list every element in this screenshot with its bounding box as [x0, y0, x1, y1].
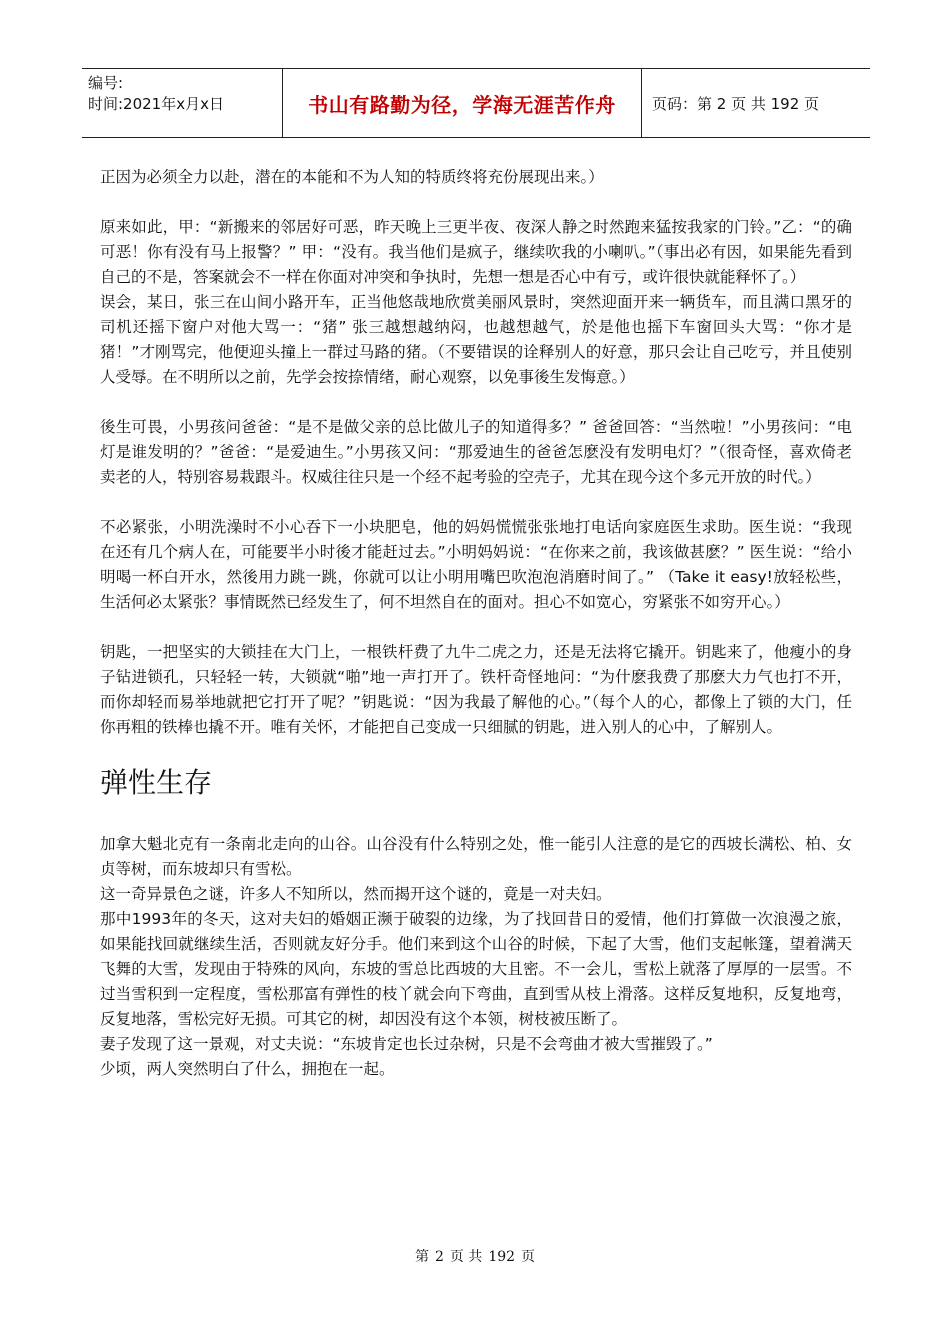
paragraph: 妻子发现了这一景观，对丈夫说：“东坡肯定也长过杂树，只是不会弯曲才被大雪摧毁了。” [100, 1035, 713, 1053]
paragraph: 误会，某日，张三在山间小路开车，正当他悠哉地欣赏美丽风景时，突然迎面开来一辆货车，而且满口黑牙的司机还摇下窗户对他大骂一：“猪” 张三越想越纳闷，也越想越气，於是他也摇下车窗回头大骂：“你才是猪！”才刚骂完，他便迎头撞上一群过马路的猪。（不要错误的诠释别人的好意，那只会让自己吃亏，并且使别人受辱。在不明所以之前，先学会按捺情绪，耐心观察，以免事後生发悔意。） [100, 293, 852, 386]
document-number-label: 编号: [88, 74, 124, 92]
document-time-label: 时间:2021年x月x日 [88, 95, 224, 113]
document-body [100, 165, 852, 1082]
footer-mid: 页 共 [449, 1249, 483, 1265]
paragraph: 加拿大魁北克有一条南北走向的山谷。山谷没有什么特别之处，惟一能引人注意的是它的西坡长满松、柏、女贞等树，而东坡却只有雪松。 [100, 835, 852, 878]
paragraph: 那中1993年的冬天，这对夫妇的婚姻正濒于破裂的边缘，为了找回昔日的爱情，他们打算做一次浪漫之旅，如果能找回就继续生活，否则就友好分手。他们来到这个山谷的时候，下起了大雪，他们支起帐篷，望着满天飞舞的大雪，发现由于特殊的风向，东坡的雪总比西坡的大且密。不一会儿，雪松上就落了厚厚的一层雪。不过当雪积到一定程度，雪松那富有弹性的枝丫就会向下弯曲，直到雪从枝上滑落。这样反复地积，反复地弯，反复地落，雪松完好无损。可其它的树，却因没有这个本领，树枝被压断了。 [100, 910, 852, 1028]
header-meta [88, 73, 284, 133]
footer-page-number: 2 [434, 1249, 444, 1265]
paragraph: 钥匙，一把坚实的大锁挂在大门上，一根铁杆费了九牛二虎之力，还是无法将它撬开。钥匙来了，他瘦小的身子钻进锁孔，只轻轻一转，大锁就“啪”地一声打开了。铁杆奇怪地问：“为什麽我费了那麽大力气也打不开，而你却轻而易举地就把它打开了呢？”钥匙说：“因为我最了解他的心。”（每个人的心，都像上了锁的大门，任你再粗的铁棒也撬不开。唯有关怀，才能把自己变成一只细腻的钥匙，进入别人的心中，了解别人。 [100, 643, 852, 736]
footer-prefix: 第 [414, 1249, 429, 1265]
paragraph: 正因为必须全力以赴，潜在的本能和不为人知的特质终将充份展现出来。） [100, 168, 604, 186]
section-title: 弹性生存 [100, 766, 213, 799]
paragraph: 这一奇异景色之谜，许多人不知所以，然而揭开这个谜的，竟是一对夫妇。 [100, 885, 612, 903]
paragraph: 不必紧张，小明洗澡时不小心吞下一小块肥皂，他的妈妈慌慌张张地打电话向家庭医生求助。医生说：“我现在还有几个病人在，可能要半小时後才能赶过去。”小明妈妈说：“在你来之前，我该做甚麽？” 医生说：“给小明喝一杯白开水，然後用力跳一跳，你就可以让小明用嘴巴吹泡泡消磨时间了。” （Take it easy!放轻松些，生活何必太紧张？事情既然已经发生了，何不坦然自在的面对。担心不如宽心，穷紧张不如穷开心。） [100, 518, 852, 611]
header-page-info: 页码：第 2 页 共 192 页 [652, 94, 820, 113]
footer-total-pages: 192 [488, 1249, 516, 1265]
paragraph: 後生可畏，小男孩问爸爸：“是不是做父亲的总比做儿子的知道得多？” 爸爸回答：“当然啦！”小男孩问：“电灯是谁发明的？”爸爸：“是爱迪生。”小男孩又问：“那爱迪生的爸爸怎麽没有发明电灯？”（很奇怪，喜欢倚老卖老的人，特别容易栽跟斗。权威往往只是一个经不起考验的空壳子，尤其在现今这个多元开放的时代。） [100, 418, 852, 486]
page-header [82, 68, 870, 138]
header-motto: 书山有路勤为径，学海无涯苦作舟 [282, 69, 642, 137]
page-footer [0, 1246, 950, 1266]
footer-suffix: 页 [521, 1249, 536, 1265]
paragraph: 少顷，两人突然明白了什么，拥抱在一起。 [100, 1060, 395, 1078]
paragraph: 原来如此，甲：“新搬来的邻居好可恶，昨天晚上三更半夜、夜深人静之时然跑来猛按我家的门铃。”乙：“的确可恶！你有没有马上报警？” 甲：“没有。我当他们是疯子，继续吹我的小喇叭。”（事出必有因，如果能先看到自己的不是，答案就会不一样在你面对冲突和争执时，先想一想是否心中有亏，或许很快就能释怀了。） [100, 218, 852, 286]
